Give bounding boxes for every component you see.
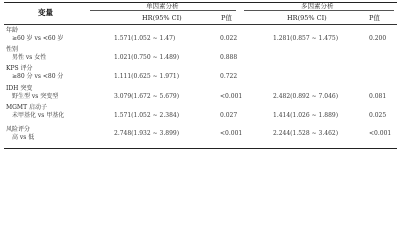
univariate-p-value: <0.001 (220, 93, 243, 100)
univariate-group-header: 单因素分析 (146, 2, 179, 10)
univariate-p-value: 0.027 (220, 112, 238, 119)
multivariate-hr-value: 1.414(1.026 ~ 1.889) (273, 112, 339, 119)
row-comparison: 高 vs 低 (12, 134, 35, 141)
header-bottom-rule (4, 24, 397, 25)
row-comparison: 未甲基化 vs 甲基化 (12, 112, 65, 119)
multivariate-group-header: 多因素分析 (301, 2, 334, 10)
univariate-p-value: <0.001 (220, 130, 243, 137)
univariate-hr-value: 2.748(1.932 ~ 3.899) (114, 130, 180, 137)
univariate-hr-value: 1.021(0.750 ~ 1.489) (114, 54, 180, 61)
multivariate-p-value: 0.081 (369, 93, 387, 100)
multivariate-p-header: P值 (369, 14, 380, 22)
univariate-group-rule (90, 10, 236, 11)
multivariate-hr-value: 1.281(0.857 ~ 1.475) (273, 35, 339, 42)
multivariate-group-rule (244, 10, 394, 11)
univariate-hr-value: 1.571(1.052 ~ 2.384) (114, 112, 180, 119)
row-comparison: 野生型 vs 突变型 (12, 93, 59, 100)
row-comparison: 男性 vs 女性 (12, 54, 47, 61)
multivariate-p-value: <0.001 (369, 130, 392, 137)
row-label: MGMT 启动子 (6, 104, 47, 111)
univariate-p-value: 0.722 (220, 73, 238, 80)
multivariate-p-value: 0.200 (369, 35, 387, 42)
univariate-p-value: 0.022 (220, 35, 238, 42)
univariate-p-value: 0.888 (220, 54, 238, 61)
row-label: 年龄 (6, 27, 19, 34)
row-label: 风险评分 (6, 126, 31, 133)
variable-column-header: 变量 (38, 8, 53, 17)
univariate-hr-value: 3.079(1.672 ~ 5.679) (114, 93, 180, 100)
row-comparison: ≥60 岁 vs <60 岁 (12, 35, 64, 42)
multivariate-hr-value: 2.244(1.528 ~ 3.462) (273, 130, 339, 137)
row-comparison: ≥80 分 vs <80 分 (12, 73, 64, 80)
multivariate-p-value: 0.025 (369, 112, 387, 119)
row-label: 性别 (6, 46, 19, 53)
row-label: IDH 突变 (6, 85, 33, 92)
univariate-hr-value: 1.571(1.052 ~ 1.47) (114, 35, 176, 42)
univariate-hr-header: HR(95% CI) (142, 14, 182, 22)
multivariate-hr-header: HR(95% CI) (287, 14, 327, 22)
multivariate-hr-value: 2.482(0.892 ~ 7.046) (273, 93, 339, 100)
row-label: KPS 评分 (6, 65, 33, 72)
univariate-p-header: P值 (221, 14, 232, 22)
table-bottom-rule (4, 148, 397, 149)
table-top-rule (4, 2, 397, 3)
univariate-hr-value: 1.111(0.625 ~ 1.971) (114, 73, 180, 80)
